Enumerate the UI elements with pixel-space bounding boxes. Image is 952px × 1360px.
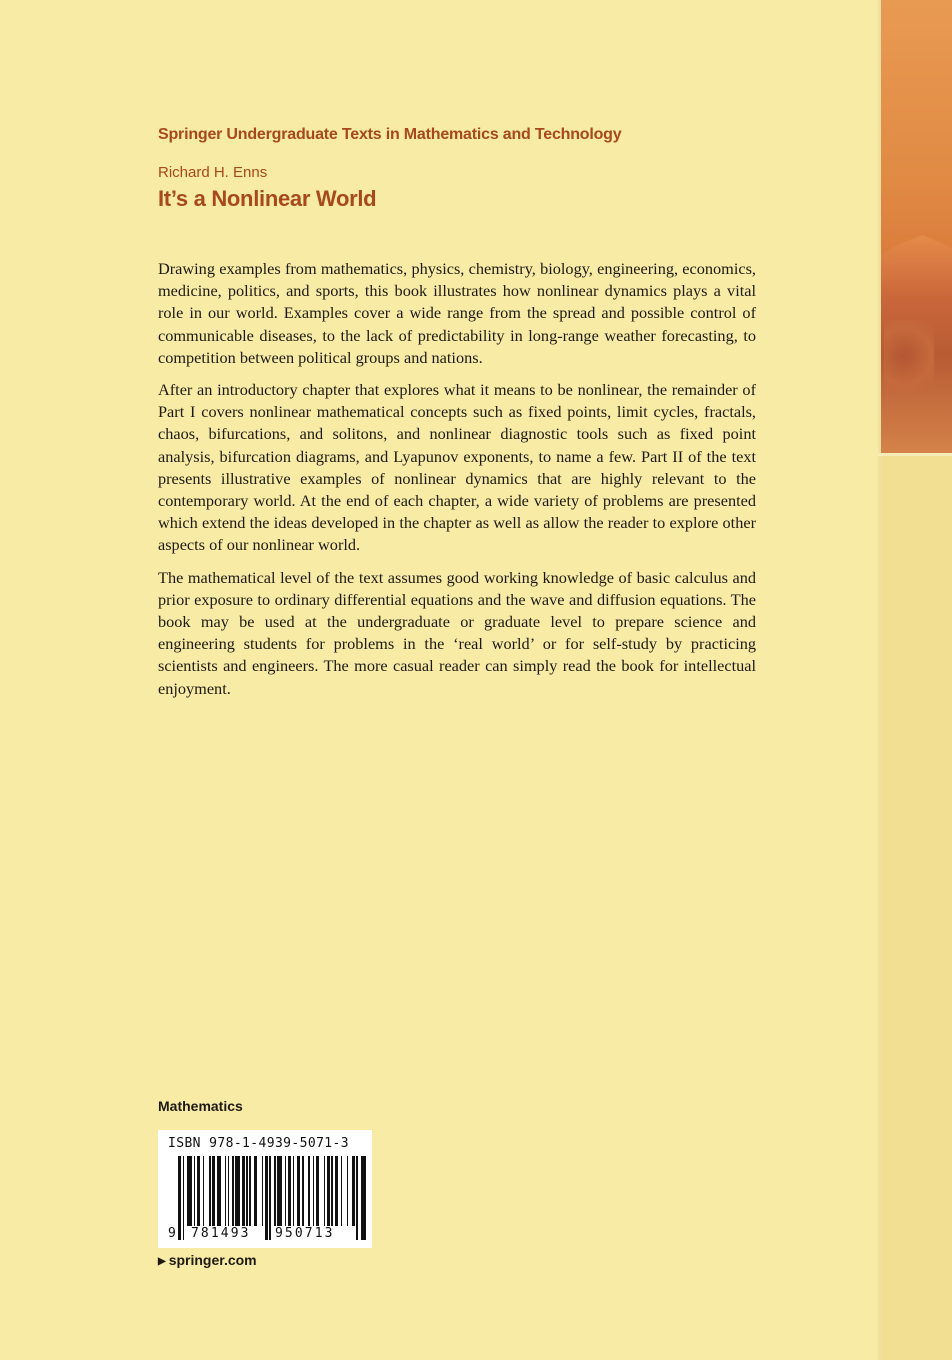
barcode-bar xyxy=(297,1156,300,1226)
barcode-bar xyxy=(331,1156,333,1226)
cover-photo-strip xyxy=(878,0,952,455)
barcode-bar xyxy=(324,1156,326,1226)
blurb-paragraph-3: The mathematical level of the text assumes good working knowledge of basic calculus and prior exposure to ordinary differential equations and the wave and diffusion equations. The book may be used at the undergraduate or graduate level to prepare science and engineering students for problems in the ‘real world’ or for self-study by practicing scientists and engineers. The more casual reader can simply read the book for intellectual enjoyment. xyxy=(158,567,756,698)
barcode-bar xyxy=(285,1156,287,1226)
website-link[interactable] xyxy=(158,1252,257,1268)
isbn-barcode xyxy=(158,1130,372,1248)
barcode-bar xyxy=(225,1156,227,1226)
barcode-bar xyxy=(217,1156,222,1226)
barcode-bar xyxy=(341,1156,343,1226)
barcode-bar xyxy=(194,1156,196,1226)
barcode-bar xyxy=(183,1156,185,1240)
blurb-paragraph-1: Drawing examples from mathematics, physics, chemistry, biology, engineering, economics, medicine, politics, and sports, this book illustrates how nonlinear dynamics plays a vital role in our world. Examples cover a wide range from the spread and possible control of communicable diseases, to the lack of predictability in long-range weather forecasting, to competition between political groups and nations. xyxy=(158,259,756,367)
barcode-bar xyxy=(203,1156,205,1226)
barcode-bar xyxy=(313,1156,315,1226)
barcode-bar xyxy=(209,1156,211,1226)
book-title: It’s a Nonlinear World xyxy=(158,186,377,211)
barcode-bar xyxy=(308,1156,310,1226)
barcode-bar xyxy=(235,1156,240,1226)
barcode-bar xyxy=(347,1156,349,1226)
barcode-bar xyxy=(288,1156,291,1226)
photo-foliage xyxy=(884,320,934,410)
barcode-bar xyxy=(352,1156,355,1226)
barcode-bar xyxy=(335,1156,338,1226)
barcode-bar xyxy=(242,1156,245,1226)
barcode-bar xyxy=(269,1156,271,1240)
barcode-bar xyxy=(178,1156,181,1240)
barcode-bar xyxy=(212,1156,215,1226)
photo-divider xyxy=(878,453,952,456)
isbn-label: ISBN 978-1-4939-5071-3 xyxy=(168,1136,349,1151)
barcode-bar xyxy=(262,1156,264,1226)
barcode-bar xyxy=(293,1156,295,1226)
ean-left-group: 781493 xyxy=(191,1226,251,1241)
barcode-bar xyxy=(316,1156,319,1226)
author-name: Richard H. Enns xyxy=(158,164,268,181)
spine-edge-line xyxy=(878,0,881,1360)
ean-first-digit: 9 xyxy=(168,1226,176,1241)
barcode-bar xyxy=(187,1156,192,1226)
ean-right-group: 950713 xyxy=(275,1226,335,1241)
barcode-bar xyxy=(232,1156,234,1226)
series-title: Springer Undergraduate Texts in Mathematics and Technology xyxy=(158,126,622,143)
arrow-right-icon: ▶ xyxy=(158,1256,166,1267)
barcode-bar xyxy=(265,1156,268,1240)
barcode-bar xyxy=(327,1156,330,1226)
barcode-bar xyxy=(361,1156,366,1240)
blurb xyxy=(158,258,756,710)
barcode-bar xyxy=(249,1156,251,1226)
barcode-bar xyxy=(302,1156,304,1226)
barcode-bar xyxy=(356,1156,358,1240)
barcode-bar xyxy=(254,1156,257,1226)
barcode-bar xyxy=(277,1156,282,1226)
blurb-paragraph-2: After an introductory chapter that explores what it means to be nonlinear, the remainder of Part I covers nonlinear mathematical concepts such as fixed points, limit cycles, fractals, chaos, bifurcations, and solitons, and nonlinear diagnostic tools such as fixed point analysis, bifurcation diagrams, and Lyapunov exponents, to name a few. Part II of the text presents illustrative examples of nonlinear dynamics that are highly relevant to the contemporary world. At the end of each chapter, a wide variety of problems are presented which extend the ideas developed in the chapter as well as allow the reader to explore other aspects of our nonlinear world. xyxy=(158,380,756,555)
barcode-bar xyxy=(246,1156,248,1226)
barcode-bar xyxy=(197,1156,200,1226)
subject-category: Mathematics xyxy=(158,1098,243,1114)
barcode-bar xyxy=(228,1156,230,1226)
website-text: springer.com xyxy=(168,1252,257,1268)
